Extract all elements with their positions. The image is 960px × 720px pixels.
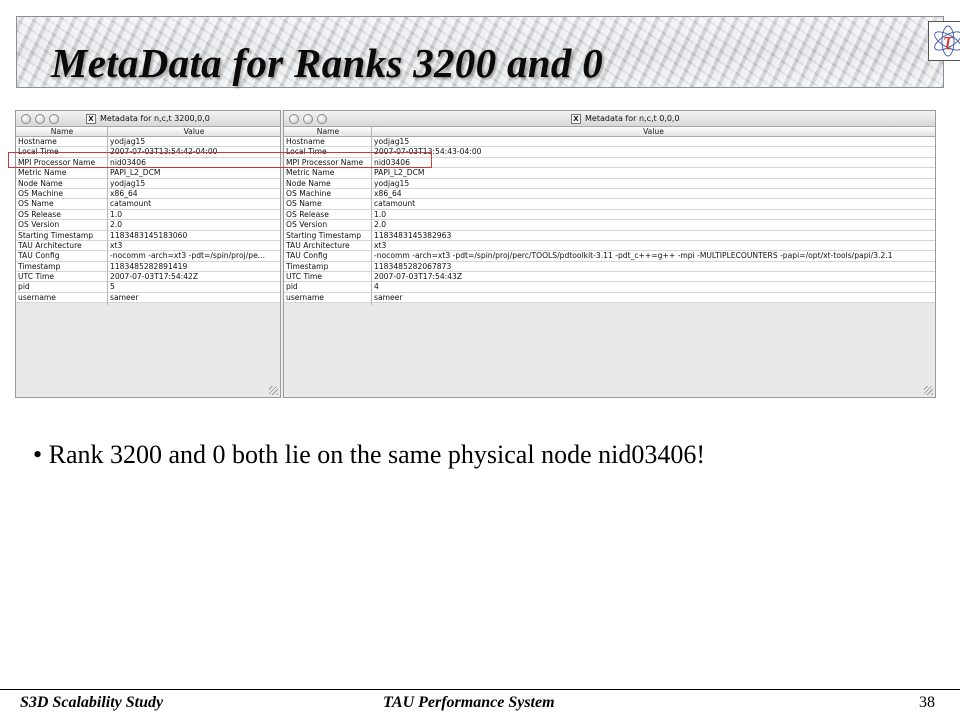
minimize-window-icon[interactable] — [303, 114, 313, 124]
metadata-value-cell: xt3 — [110, 240, 123, 250]
table-row[interactable] — [16, 179, 280, 189]
title-banner — [16, 16, 953, 88]
metadata-name-cell: OS Machine — [286, 188, 331, 198]
metadata-name-cell: Node Name — [18, 178, 63, 188]
metadata-name-cell: UTC Time — [18, 272, 55, 282]
metadata-name-cell: OS Release — [18, 209, 61, 219]
table-row[interactable] — [284, 272, 935, 282]
metadata-name-cell: username — [18, 292, 56, 302]
metadata-name-cell: UTC Time — [286, 272, 323, 282]
table-row[interactable] — [284, 210, 935, 220]
metadata-name-cell: Starting Timestamp — [18, 230, 94, 240]
resize-grip-icon[interactable] — [269, 386, 278, 395]
metadata-value-cell: yodjag15 — [110, 178, 146, 188]
metadata-name-cell: OS Machine — [18, 188, 63, 198]
metadata-value-cell: 1183485282891419 — [110, 261, 188, 271]
column-header-name[interactable]: Name — [316, 127, 340, 136]
table-row[interactable] — [284, 189, 935, 199]
metadata-value-cell: -nocomm -arch=xt3 -pdt=/spin/proj/pe... — [110, 251, 266, 261]
close-window-icon[interactable] — [21, 114, 31, 124]
page-number: 38 — [919, 694, 935, 711]
metadata-value-cell: 4 — [374, 282, 379, 292]
table-row[interactable] — [284, 231, 935, 241]
table-row[interactable] — [284, 251, 935, 261]
metadata-name-cell: MPI Processor Name — [18, 157, 96, 167]
zoom-window-icon[interactable] — [317, 114, 327, 124]
table-header — [16, 127, 280, 137]
slide-title: MetaData for Ranks 3200 and 0 — [51, 40, 604, 86]
metadata-name-cell: TAU Architecture — [18, 240, 82, 250]
metadata-name-cell: username — [286, 292, 324, 302]
footer-center: TAU Performance System — [383, 694, 555, 711]
x11-icon: X — [571, 114, 581, 124]
table-row[interactable] — [16, 220, 280, 230]
zoom-window-icon[interactable] — [49, 114, 59, 124]
table-row[interactable] — [16, 137, 280, 147]
metadata-name-cell: OS Name — [286, 199, 322, 209]
metadata-name-cell: TAU Config — [286, 251, 328, 261]
resize-grip-icon[interactable] — [924, 386, 933, 395]
metadata-value-cell: 2007-07-03T17:54:42Z — [110, 272, 199, 282]
table-row[interactable] — [16, 241, 280, 251]
window-title: Metadata for n,c,t 0,0,0 — [585, 114, 680, 123]
metadata-value-cell: yodjag15 — [374, 137, 410, 146]
metadata-value-cell: sameer — [374, 292, 403, 302]
table-row[interactable] — [16, 199, 280, 209]
metadata-value-cell: xt3 — [374, 240, 387, 250]
table-row[interactable] — [284, 199, 935, 209]
metadata-name-cell: OS Release — [286, 209, 329, 219]
metadata-value-cell: nid03406 — [110, 157, 146, 167]
metadata-name-cell: Starting Timestamp — [286, 230, 362, 240]
metadata-name-cell: Hostname — [286, 137, 325, 146]
metadata-name-cell: pid — [286, 282, 298, 292]
metadata-value-cell: 2007-07-03T13:54:43-04:00 — [374, 147, 482, 157]
table-row[interactable] — [16, 231, 280, 241]
metadata-value-cell: 1.0 — [374, 209, 387, 219]
metadata-name-cell: Timestamp — [286, 261, 329, 271]
metadata-value-cell: 2007-07-03T13:54:42-04:00 — [110, 147, 218, 157]
window-titlebar[interactable] — [16, 111, 280, 127]
metadata-name-cell: Node Name — [286, 178, 331, 188]
table-row[interactable] — [284, 293, 935, 303]
metadata-name-cell: Local Time — [18, 147, 59, 157]
table-row[interactable] — [284, 262, 935, 272]
metadata-name-cell: OS Name — [18, 199, 54, 209]
metadata-value-cell: 2.0 — [110, 220, 123, 230]
metadata-value-cell: 2007-07-03T17:54:43Z — [374, 272, 463, 282]
metadata-name-cell: OS Version — [18, 220, 60, 230]
column-header-value[interactable]: Value — [183, 127, 205, 136]
table-row[interactable] — [284, 282, 935, 292]
metadata-value-cell: PAPI_L2_DCM — [110, 168, 161, 178]
metadata-name-cell: Hostname — [18, 137, 57, 146]
metadata-value-cell: x86_64 — [110, 188, 138, 198]
metadata-value-cell: 1183483145382963 — [374, 230, 452, 240]
table-row[interactable] — [16, 272, 280, 282]
close-window-icon[interactable] — [289, 114, 299, 124]
bullet-text: • Rank 3200 and 0 both lie on the same physical node nid03406! — [33, 440, 705, 469]
table-header — [284, 127, 935, 137]
table-row[interactable] — [16, 293, 280, 303]
table-row[interactable] — [16, 168, 280, 178]
metadata-value-cell: 1183483145183060 — [110, 230, 188, 240]
tau-glyph: τ — [943, 26, 953, 55]
table-row[interactable] — [16, 251, 280, 261]
table-row[interactable] — [284, 137, 935, 147]
metadata-name-cell: Local Time — [286, 147, 327, 157]
x11-icon: X — [86, 114, 96, 124]
minimize-window-icon[interactable] — [35, 114, 45, 124]
metadata-name-cell: MPI Processor Name — [286, 157, 364, 167]
metadata-value-cell: 2.0 — [374, 220, 387, 230]
window-title: Metadata for n,c,t 3200,0,0 — [100, 114, 210, 123]
table-row[interactable] — [16, 282, 280, 292]
mpi-processor-highlight — [8, 152, 432, 168]
metadata-value-cell: yodjag15 — [110, 137, 146, 146]
table-row[interactable] — [284, 168, 935, 178]
column-header-name[interactable]: Name — [50, 127, 74, 136]
metadata-value-cell: nid03406 — [374, 157, 410, 167]
table-row[interactable] — [16, 189, 280, 199]
metadata-name-cell: Metric Name — [18, 168, 67, 178]
table-row[interactable] — [284, 220, 935, 230]
metadata-value-cell: x86_64 — [374, 188, 402, 198]
metadata-value-cell: yodjag15 — [374, 178, 410, 188]
tau-logo-icon — [929, 22, 960, 60]
footer-rule — [0, 689, 960, 690]
metadata-name-cell: OS Version — [286, 220, 328, 230]
metadata-value-cell: 1183485282067873 — [374, 261, 452, 271]
metadata-value-cell: 1.0 — [110, 209, 123, 219]
table-row[interactable] — [284, 179, 935, 189]
column-header-value[interactable]: Value — [643, 127, 664, 136]
footer-left: S3D Scalability Study — [20, 694, 164, 711]
table-row[interactable] — [284, 241, 935, 251]
metadata-value-cell: sameer — [110, 292, 139, 302]
metadata-value-cell: -nocomm -arch=xt3 -pdt=/spin/proj/perc/TOOLS/pdtoolkit-3.11 -pdt_c++=g++ -mpi -MULTIPLECOUNTERS -papi=/opt/xt-tools/papi/3.2.1 — [374, 251, 893, 261]
metadata-value-cell: 5 — [110, 282, 115, 292]
metadata-value-cell: catamount — [110, 199, 152, 209]
metadata-name-cell: Timestamp — [18, 261, 61, 271]
tau-logo — [928, 21, 960, 61]
metadata-name-cell: Metric Name — [286, 168, 335, 178]
window-titlebar[interactable] — [284, 111, 935, 127]
table-row[interactable] — [16, 210, 280, 220]
table-row[interactable] — [16, 262, 280, 272]
metadata-name-cell: TAU Config — [18, 251, 60, 261]
metadata-value-cell: catamount — [374, 199, 416, 209]
metadata-name-cell: pid — [18, 282, 30, 292]
metadata-name-cell: TAU Architecture — [286, 240, 350, 250]
metadata-value-cell: PAPI_L2_DCM — [374, 168, 425, 178]
